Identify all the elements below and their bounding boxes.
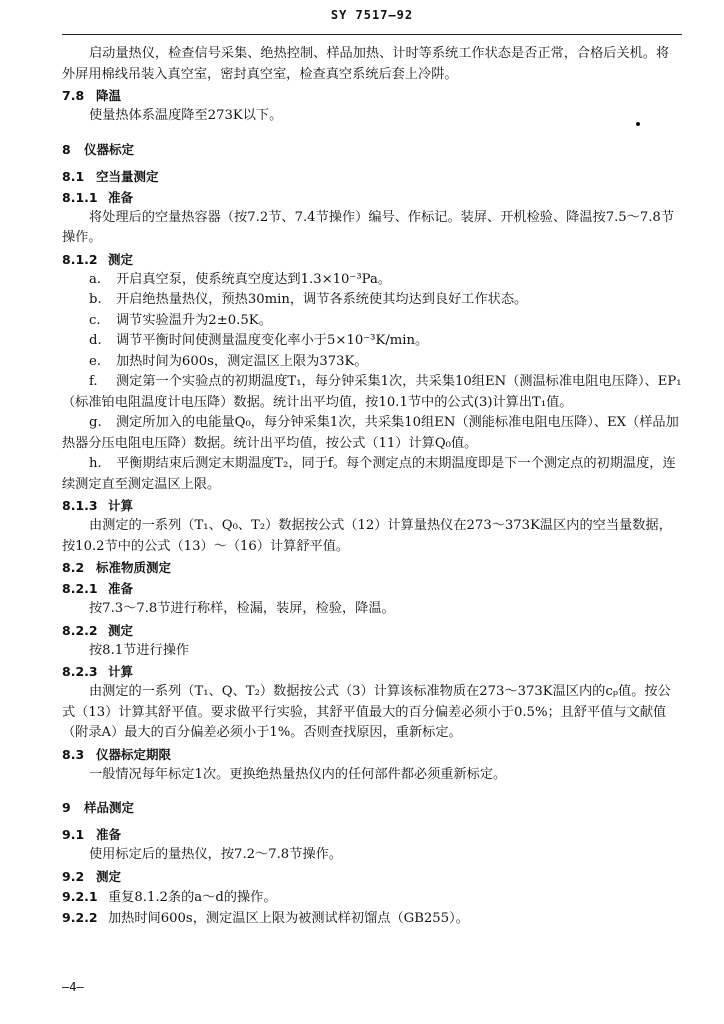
paragraph-8-1-1: 将处理后的空量热容器（按7.2节、7.4节操作）编号、作标记。装屏、开机检验、降温按7.5～7.8节操作。 — [62, 209, 675, 245]
list-item-f: f. 测定第一个实验点的初期温度T₁，每分钟采集1次，共采集10组EN（测温标准电阻电压降）、EP₁（标准铂电阻温度计电压降）数据。统计出平均值，按10.1节中的公式(3)计算出T₁值。 — [62, 374, 682, 410]
heading-8-1: 8.1 空当量测定 — [62, 168, 159, 184]
heading-8-1-2: 8.1.2 测定 — [62, 251, 134, 267]
heading-8-3: 8.3 仪器标定期限 — [62, 746, 172, 762]
list-item-g: g. 测定所加入的电能量Q₀，每分钟采集1次，共采集10组EN（测能标准电阻电压降）、EX（样品加热器分压电阻电压降）数据。统计出平均值，按公式（11）计算Q₀值。 — [62, 415, 679, 451]
heading-8-2: 8.2 标准物质测定 — [62, 560, 172, 575]
paragraph-8-2-1: 按7.3～7.8节进行称样，检漏，装屏，检验，降温。 — [89, 601, 395, 616]
paragraph-8-2-2: 按8.1节进行操作 — [89, 642, 190, 658]
list-item-b: b. 开启绝热量热仪，预热30min，调节各系统使其均达到良好工作状态。 — [89, 292, 528, 307]
paragraph-9-2-1: 9.2.1 重复8.1.2条的a～d的操作。 — [62, 888, 277, 905]
page-number: —4— — [62, 980, 84, 994]
paragraph-9-1: 使用标定后的量热仪，按7.2～7.8节操作。 — [89, 847, 342, 862]
paragraph-9-2-2: 9.2.2 加热时间600s，测定温区上限为被测试样初馏点（GB255）。 — [62, 910, 469, 926]
heading-9-2: 9.2 测定 — [62, 868, 122, 884]
paragraph-8-1-3: 由测定的一系列（T₁、Q₀、T₂）数据按公式（12）计算量热仪在273～373K温区内的空当量数据，按10.2节中的公式（13）～（16）计算舒平值。 — [62, 518, 672, 554]
paragraph-8-2-3: 由测定的一系列（T₁、Q、T₂）数据按公式（3）计算该标准物质在273～373K温区内的cₚ值。按公式（13）计算其舒平值。要求做平行实验，其舒平值最大的百分偏差必须小于0.5%；且舒平值与文献值（附录A）最大的百分偏差必须小于1%。否则查找原因，重新标定。 — [62, 684, 671, 740]
list-item-c: c. 调节实验温升为2±0.5K。 — [89, 312, 272, 328]
heading-8: 8 仪器标定 — [62, 141, 135, 157]
heading-8-1-1: 8.1.1 准备 — [62, 189, 134, 205]
heading-8-2-1: 8.2.1 准备 — [62, 581, 134, 596]
list-item-d: d. 调节平衡时间使测量温度变化率小于5×10⁻³K/min。 — [89, 333, 429, 348]
list-item-e: e. 加热时间为600s，测定温区上限为373K。 — [89, 353, 368, 369]
heading-9-1: 9.1 准备 — [62, 827, 122, 842]
heading-7-8: 7.8 降温 — [62, 88, 122, 103]
heading-8-2-3: 8.2.3 计算 — [62, 664, 134, 679]
list-item-a: a. 开启真空泵，使系统真空度达到1.3×10⁻³Pa。 — [89, 271, 392, 287]
heading-9: 9 样品测定 — [62, 800, 135, 815]
heading-8-1-3: 8.1.3 计算 — [62, 498, 134, 513]
paragraph-top: 启动量热仪，检查信号采集、绝热控制、样品加热、计时等系统工作状态是否正常，合格后关机。将外屏用棉线吊装入真空室，密封真空室，检查真空系统后套上冷阱。 — [62, 46, 670, 82]
list-item-h: h. 平衡期结束后测定末期温度T₂，同于f。每个测定点的末期温度即是下一个测定点的初期温度，连续测定直至测定温区上限。 — [62, 456, 676, 492]
page-header: SY 7517—92 — [330, 8, 414, 22]
document-body — [62, 44, 682, 930]
heading-8-2-2: 8.2.2 测定 — [62, 622, 134, 638]
paragraph-7-8: 使量热体系温度降至273K以下。 — [89, 108, 283, 123]
paragraph-8-3: 一般情况每年标定1次。更换绝热量热仪内的任何部件都必须重新标定。 — [89, 766, 507, 782]
header-rule — [62, 34, 682, 35]
